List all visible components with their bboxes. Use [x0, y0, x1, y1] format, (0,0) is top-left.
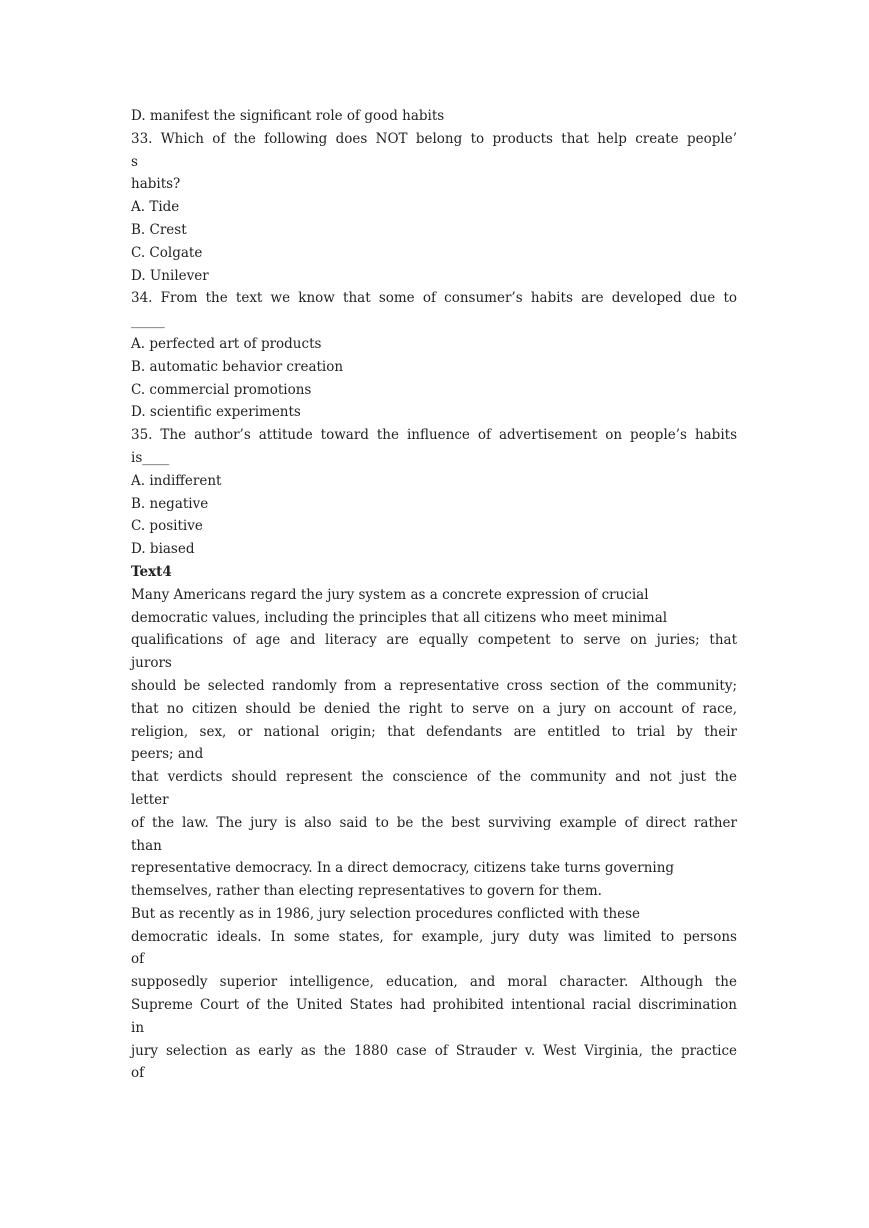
text-line: A. Tide — [131, 199, 180, 216]
text-line: of — [131, 951, 145, 968]
text-line: Many Americans regard the jury system as a concrete expression of crucial — [131, 586, 649, 603]
text-line: C. Colgate — [131, 244, 203, 261]
text-line: D. Unilever — [131, 267, 209, 284]
text-line: D. scientific experiments — [131, 404, 301, 421]
text-line: that no citizen should be denied the right to serve on a jury on account of race, — [131, 700, 737, 717]
text-line: D. biased — [131, 541, 195, 558]
text-line: that verdicts should represent the conscience of the community and not just the — [131, 769, 737, 786]
text-line: is____ — [131, 449, 170, 466]
text-line: 33. Which of the following does NOT belong to products that help create people’ — [131, 130, 737, 147]
text-line: democratic values, including the principles that all citizens who meet minimal — [131, 609, 668, 626]
text-line: representative democracy. In a direct democracy, citizens take turns governing — [131, 860, 675, 877]
text-line: qualifications of age and literacy are equally competent to serve on juries; that — [131, 632, 737, 649]
text-line: 35. The author’s attitude toward the influence of advertisement on people’s habits — [131, 427, 737, 444]
text-line: of the law. The jury is also said to be the best surviving example of direct rather — [131, 814, 737, 831]
text-line: jury selection as early as the 1880 case of Strauder v. West Virginia, the practice — [131, 1042, 737, 1059]
text-line: letter — [131, 791, 169, 808]
text-line: in — [131, 1019, 145, 1036]
text-line: Supreme Court of the United States had prohibited intentional racial discrimination — [131, 997, 737, 1014]
text-line: habits? — [131, 176, 181, 193]
text-line: than — [131, 837, 162, 854]
text-line: A. indifferent — [131, 472, 222, 489]
text-line: supposedly superior intelligence, education, and moral character. Although the — [131, 974, 737, 991]
text-line: should be selected randomly from a representative cross section of the community; — [131, 677, 737, 694]
text-line: C. commercial promotions — [131, 381, 312, 398]
text-line: peers; and — [131, 746, 204, 763]
text-line: But as recently as in 1986, jury selection procedures conflicted with these — [131, 905, 641, 922]
text-line: C. positive — [131, 518, 203, 535]
text-line: B. negative — [131, 495, 209, 512]
text-line: B. Crest — [131, 221, 187, 238]
text-line: religion, sex, or national origin; that defendants are entitled to trial by their — [131, 723, 737, 740]
document-page — [131, 105, 741, 1085]
text-line: themselves, rather than electing representatives to govern for them. — [131, 883, 602, 900]
text-line: B. automatic behavior creation — [131, 358, 344, 375]
text-line: D. manifest the significant role of good habits — [131, 108, 445, 124]
text-line: of — [131, 1065, 145, 1082]
text-line: jurors — [131, 655, 172, 672]
text-line: _____ — [131, 313, 165, 330]
text-line: democratic ideals. In some states, for example, jury duty was limited to persons — [131, 928, 737, 945]
section-heading: Text4 — [131, 563, 172, 580]
text-line: s — [131, 153, 138, 170]
text-line: 34. From the text we know that some of consumer’s habits are developed due to — [131, 290, 737, 307]
text-line: A. perfected art of products — [131, 335, 322, 352]
